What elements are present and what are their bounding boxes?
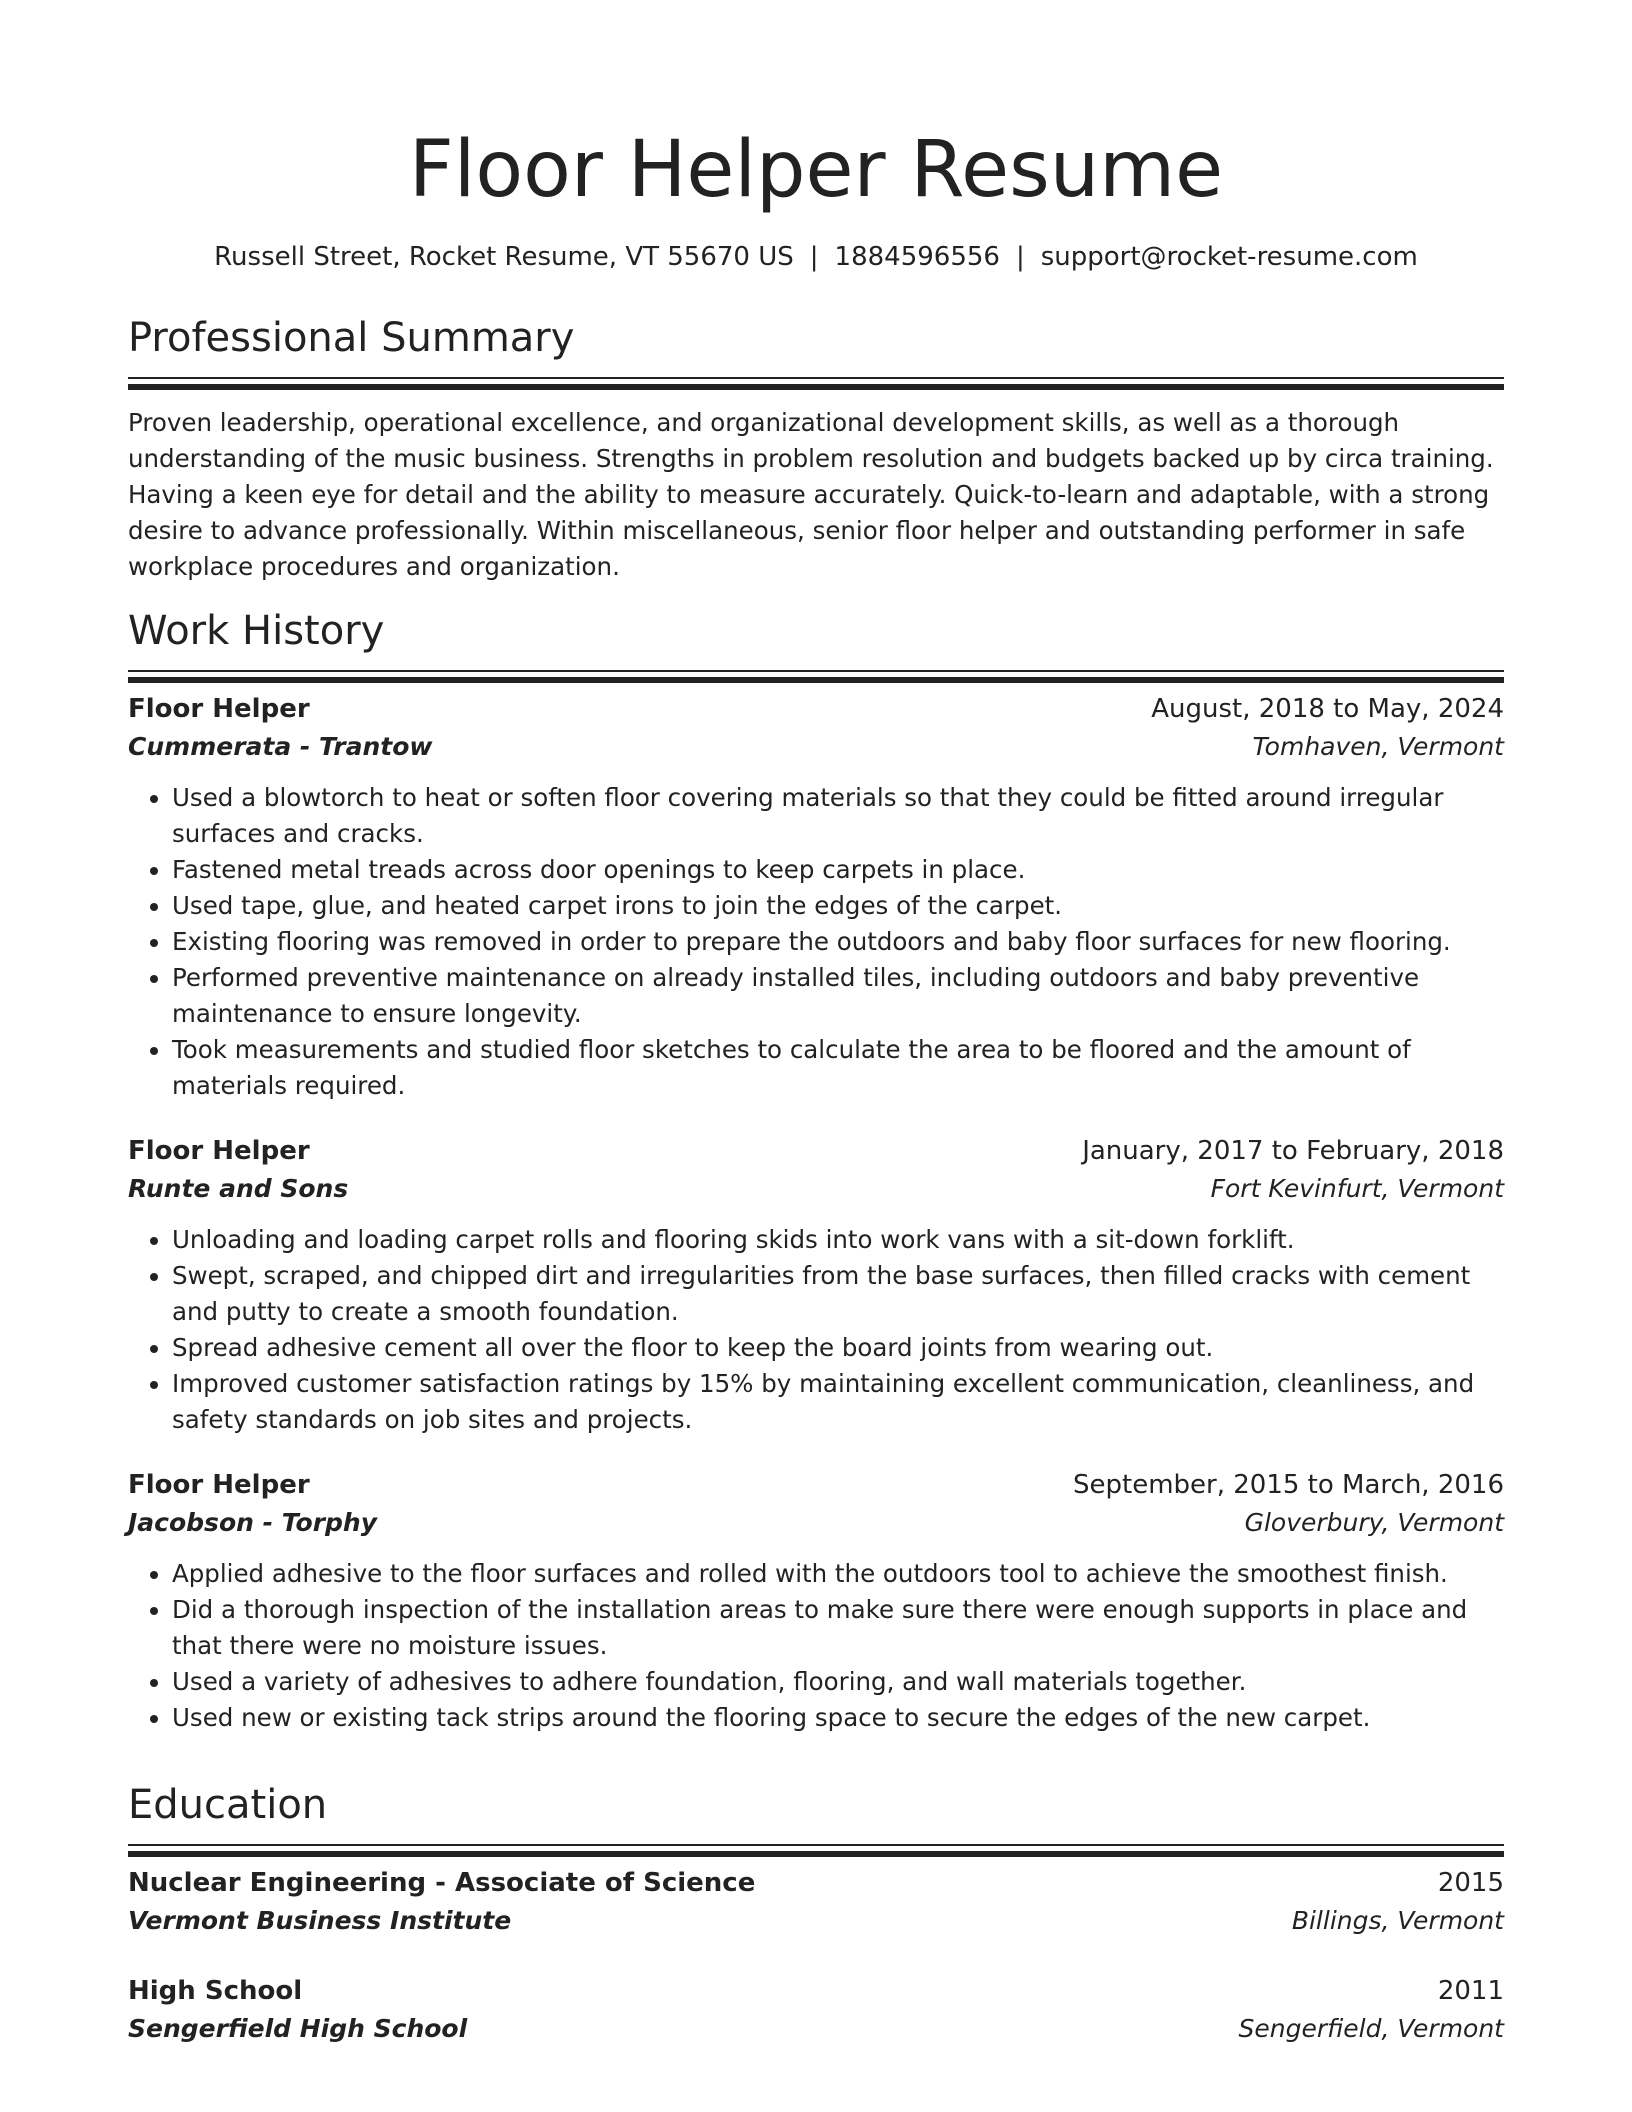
- section-divider: [128, 670, 1504, 672]
- job-location: Gloverbury, Vermont: [1244, 1508, 1504, 1537]
- contact-phone: 1884596556: [834, 242, 1000, 272]
- bullet-item: • Existing flooring was removed in order to prepare the outdoors and baby floor surfaces for new flooring.: [172, 924, 1504, 960]
- section-divider: [128, 377, 1504, 379]
- contact-address: Russell Street, Rocket Resume, VT 55670 US: [214, 242, 794, 272]
- job-dates: September, 2015 to March, 2016: [1073, 1470, 1504, 1500]
- summary-text: Proven leadership, operational excellence, and organizational development skills, as well as a thorough understanding of the music business. Strengths in problem resolution and budgets backed up by circa training. Having a keen eye for detail and the ability to measure accurately. Quick-to-learn and adaptable, with a strong desire to advance professionally. Within miscellaneous, senior floor helper and outstanding performer in safe workplace procedures and organization.: [128, 408, 1494, 581]
- education-year: 2015: [1437, 1868, 1504, 1898]
- summary-section: [128, 313, 1504, 585]
- bullet-item: • Unloading and loading carpet rolls and flooring skids into work vans with a sit-down forklift.: [172, 1222, 1504, 1258]
- bullet-item: • Fastened metal treads across door openings to keep carpets in place.: [172, 852, 1504, 888]
- job-entry: [128, 1466, 1504, 1736]
- job-title: Floor Helper: [128, 1136, 310, 1166]
- bullet-item: • Took measurements and studied floor sketches to calculate the area to be floored and the amount of materials required.: [172, 1032, 1504, 1104]
- education-year: 2011: [1437, 1976, 1504, 2006]
- contact-line: [0, 239, 1632, 275]
- job-title: Floor Helper: [128, 1470, 310, 1500]
- bullet-item: • Improved customer satisfaction ratings by 15% by maintaining excellent communication, cleanliness, and safety standards on job sites and projects.: [172, 1366, 1504, 1438]
- resume-name: Floor Helper Resume: [408, 125, 1224, 215]
- section-title-education: Education: [128, 1782, 328, 1828]
- section-title-summary: Professional Summary: [128, 315, 575, 361]
- section-title-work-history: Work History: [128, 608, 385, 654]
- bullet-item: • Swept, scraped, and chipped dirt and irregularities from the base surfaces, then filled cracks with cement and putty to create a smooth foundation.: [172, 1258, 1504, 1330]
- bullet-item: • Applied adhesive to the floor surfaces and rolled with the outdoors tool to achieve the smoothest finish.: [172, 1556, 1504, 1592]
- contact-separator: |: [809, 242, 819, 272]
- job-title: Floor Helper: [128, 694, 310, 724]
- education-location: Sengerfield, Vermont: [1238, 2014, 1504, 2043]
- education-degree: High School: [128, 1976, 303, 2006]
- bullet-item: • Did a thorough inspection of the installation areas to make sure there were enough supports in place and that there were no moisture issues.: [172, 1592, 1504, 1664]
- job-bullets: [128, 1222, 1504, 1438]
- job-company: Runte and Sons: [128, 1174, 349, 1203]
- education-school: Vermont Business Institute: [128, 1906, 512, 1935]
- job-entry: [128, 690, 1504, 1104]
- work-history-section: [128, 606, 1504, 1736]
- job-dates: August, 2018 to May, 2024: [1151, 694, 1504, 724]
- education-section: [128, 1780, 1504, 2048]
- job-company: Jacobson - Torphy: [128, 1508, 378, 1537]
- bullet-item: • Used a variety of adhesives to adhere foundation, flooring, and wall materials together.: [172, 1664, 1504, 1700]
- education-location: Billings, Vermont: [1291, 1906, 1504, 1935]
- education-entry: [128, 1864, 1504, 1940]
- education-degree: Nuclear Engineering - Associate of Science: [128, 1868, 756, 1898]
- bullet-item: • Used tape, glue, and heated carpet irons to join the edges of the carpet.: [172, 888, 1504, 924]
- bullet-item: • Used new or existing tack strips around the flooring space to secure the edges of the new carpet.: [172, 1700, 1504, 1736]
- education-entry: [128, 1972, 1504, 2048]
- contact-separator: |: [1015, 242, 1025, 272]
- job-location: Fort Kevinfurt, Vermont: [1210, 1174, 1504, 1203]
- education-school: Sengerfield High School: [128, 2014, 468, 2043]
- job-entry: [128, 1132, 1504, 1438]
- job-bullets: [128, 1556, 1504, 1736]
- contact-email: support@rocket-resume.com: [1040, 242, 1418, 272]
- job-bullets: [128, 780, 1504, 1104]
- job-location: Tomhaven, Vermont: [1252, 732, 1504, 761]
- job-dates: January, 2017 to February, 2018: [1082, 1136, 1504, 1166]
- section-divider: [128, 1844, 1504, 1846]
- job-company: Cummerata - Trantow: [128, 732, 433, 761]
- bullet-item: • Used a blowtorch to heat or soften floor covering materials so that they could be fitted around irregular surfaces and cracks.: [172, 780, 1504, 852]
- bullet-item: • Spread adhesive cement all over the floor to keep the board joints from wearing out.: [172, 1330, 1504, 1366]
- bullet-item: • Performed preventive maintenance on already installed tiles, including outdoors and baby preventive maintenance to ensure longevity.: [172, 960, 1504, 1032]
